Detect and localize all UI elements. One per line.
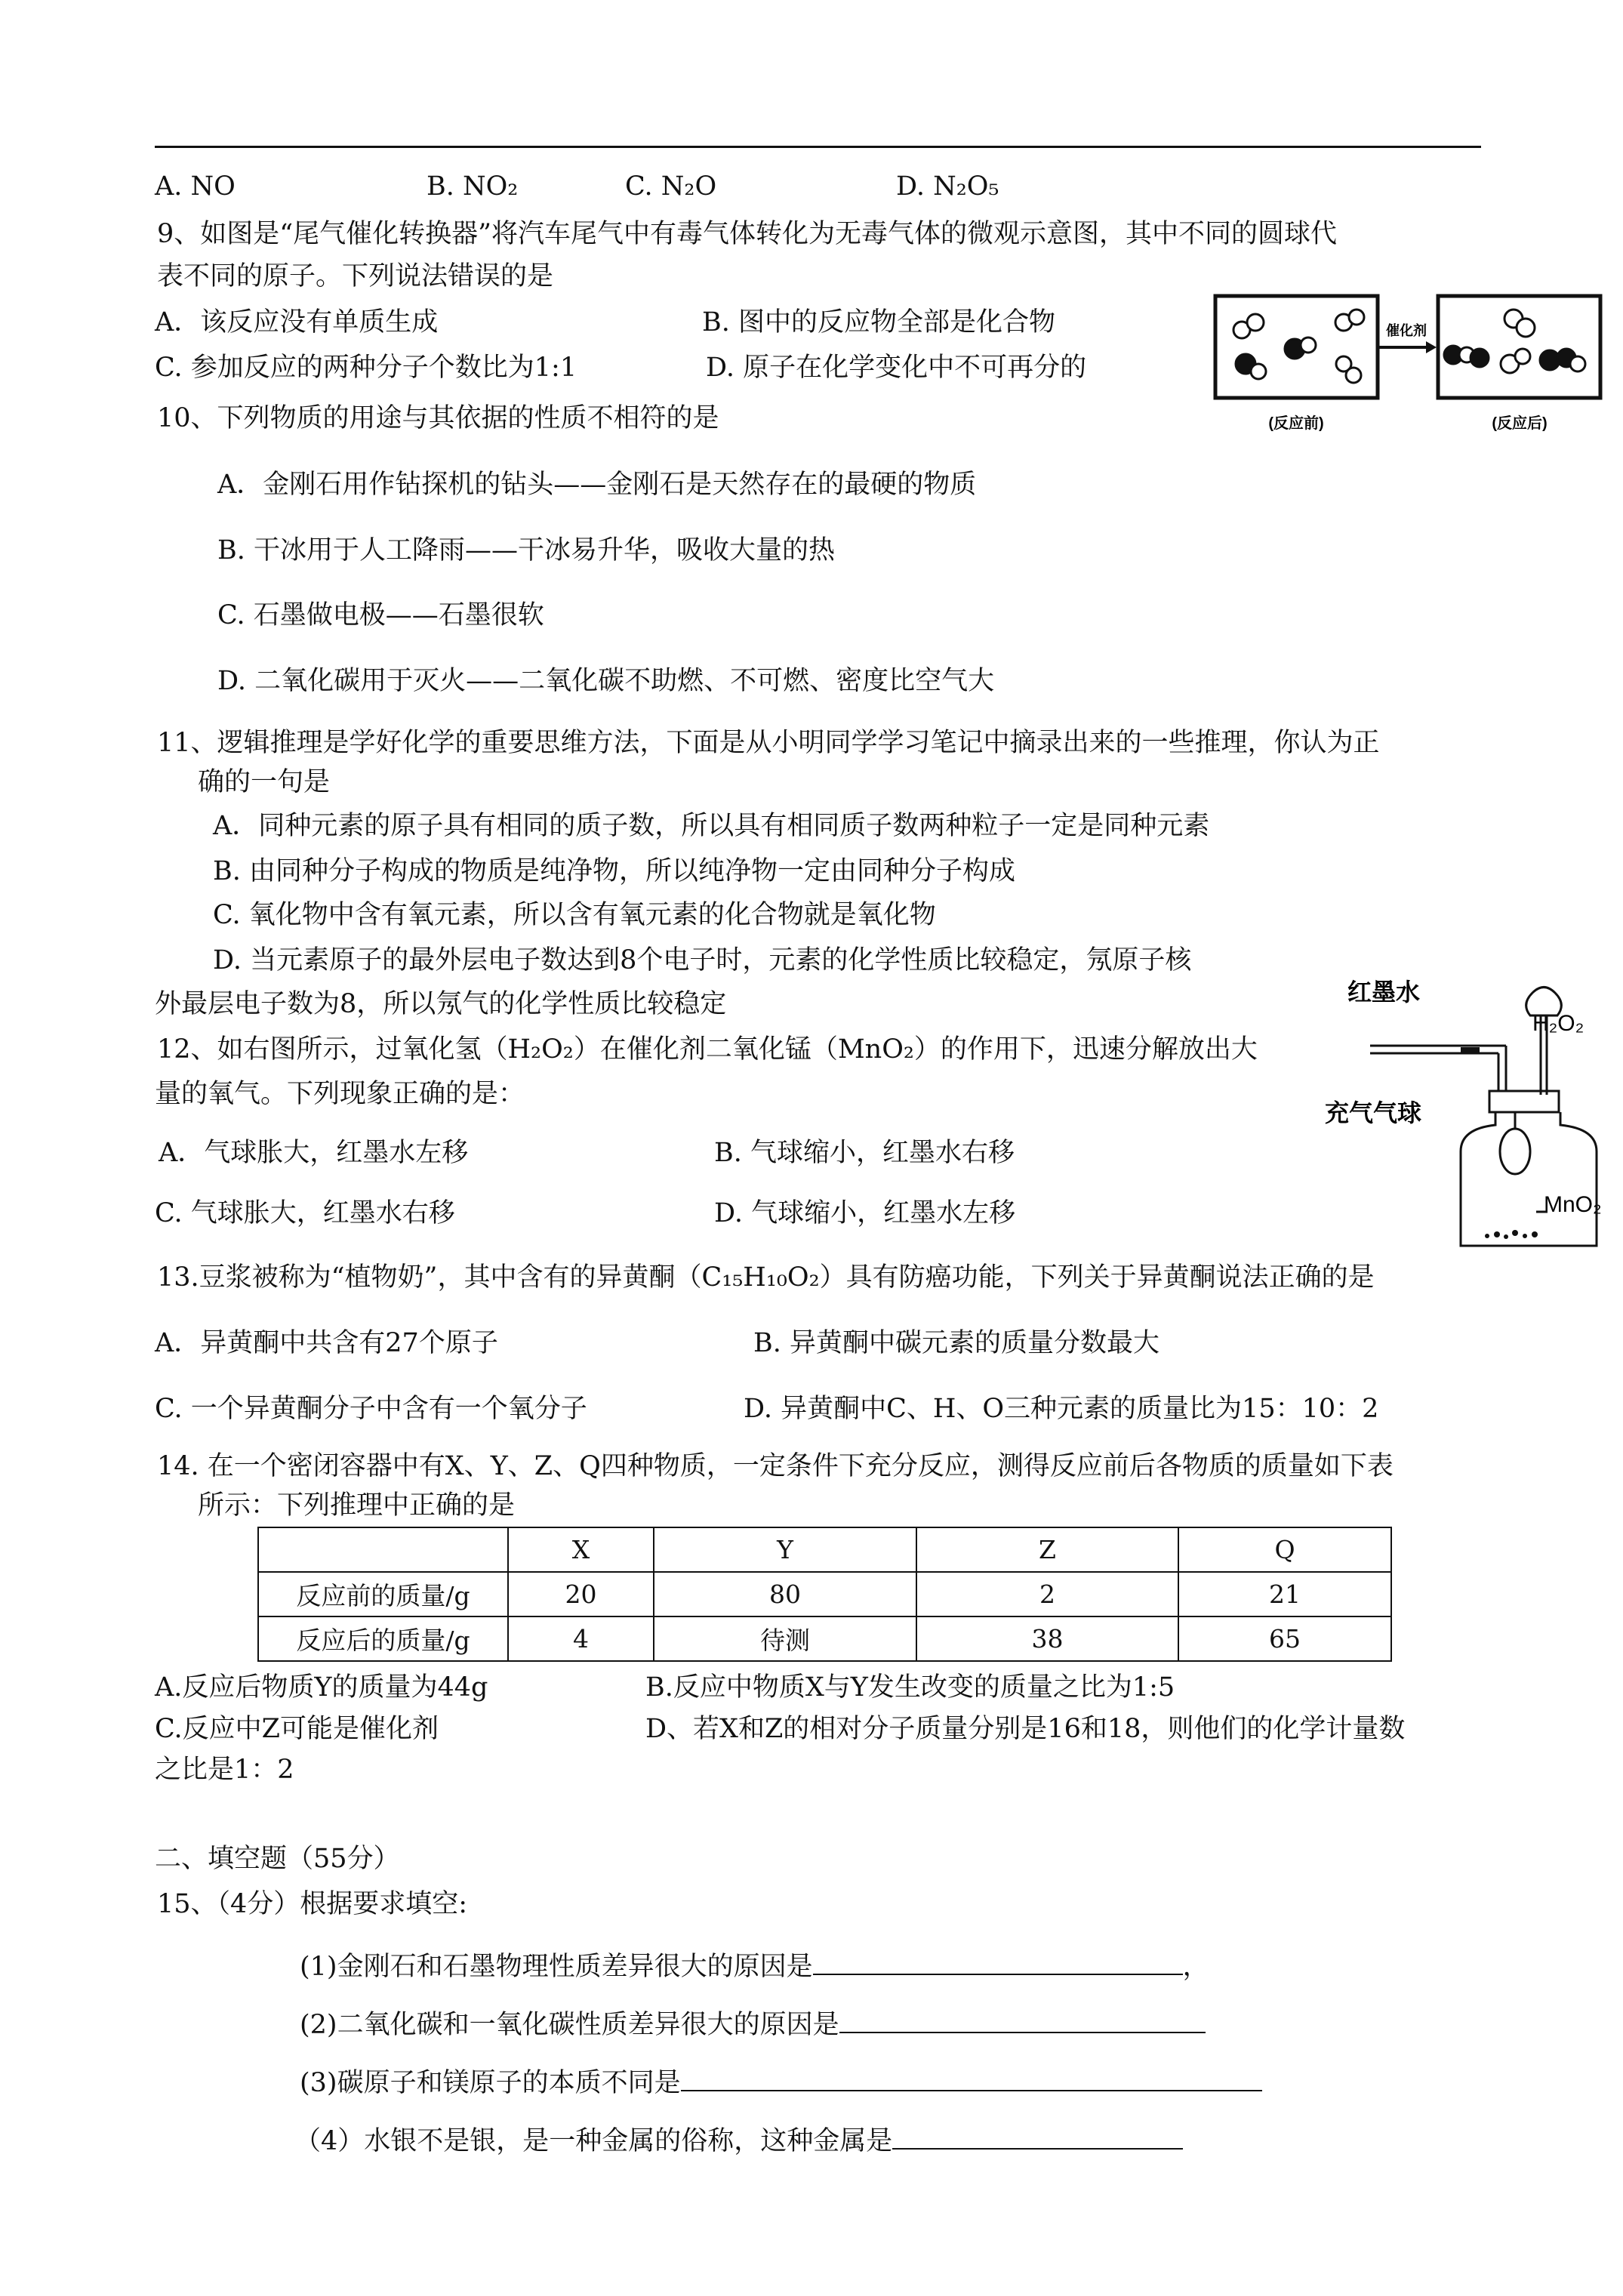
q11-option-b: B. 由同种分子构成的物质是纯净物，所以纯净物一定由同种分子构成 (213, 856, 1015, 886)
table-header-row (258, 1527, 1391, 1572)
q11-option-c: C. 氧化物中含有氧元素，所以含有氧元素的化合物就是氧化物 (213, 900, 936, 930)
q15-part3-blank[interactable] (681, 2064, 1262, 2091)
q15-part1-end: ， (1182, 1952, 1209, 1982)
q14-option-a: A.反应后物质Y的质量为44g (155, 1672, 488, 1703)
table-cell: 80 (654, 1572, 916, 1616)
q8-option-b: B. NO₂ (427, 171, 519, 202)
table-row (258, 1572, 1391, 1616)
q10-option-b: B. 干冰用于人工降雨——干冰易升华，吸收大量的热 (217, 535, 835, 566)
q15-part4-text: （4）水银不是银，是一种金属的俗称，这种金属是 (294, 2126, 893, 2156)
q14-option-c: C.反应中Z可能是催化剂 (155, 1714, 439, 1744)
q10-option-a: A．金刚石用作钻探机的钻头——金刚石是天然存在的最硬的物质 (217, 470, 977, 500)
ink-drop (1461, 1047, 1480, 1052)
table-cell: 待测 (654, 1616, 916, 1661)
table-cell: 38 (916, 1616, 1178, 1661)
q15-part1-text: (1)金刚石和石墨物理性质差异很大的原因是 (300, 1952, 813, 1982)
q10-option-d: D. 二氧化碳用于灭火——二氧化碳不助燃、不可燃、密度比空气大 (217, 666, 995, 696)
q12-apparatus-diagram (1317, 963, 1623, 1250)
table-cell: 65 (1178, 1616, 1391, 1661)
q9-option-c: C. 参加反应的两种分子个数比为1:1 (155, 353, 577, 383)
q12-option-d: D. 气球缩小，红墨水左移 (714, 1198, 1016, 1228)
q9-stem-line1: 9、如图是“尾气催化转换器”将汽车尾气中有毒气体转化为无毒气体的微观示意图，其中不同的圆球代 (157, 219, 1338, 249)
before-molecules (1233, 310, 1364, 383)
q9-option-b: B. 图中的反应物全部是化合物 (702, 307, 1055, 337)
before-label: (反应前) (1268, 415, 1324, 432)
q14-stem-line1: 14. 在一个密闭容器中有X、Y、Z、Q四种物质，一定条件下充分反应，测得反应前后各物质的质量如下表 (157, 1451, 1394, 1481)
q10-stem: 10、下列物质的用途与其依据的性质不相符的是 (157, 403, 719, 433)
q12-option-c: C. 气球胀大，红墨水右移 (155, 1198, 455, 1228)
after-label: (反应后) (1492, 415, 1548, 432)
q15-part4-blank[interactable] (892, 2122, 1183, 2150)
q13-option-d: D. 异黄酮中C、H、O三种元素的质量比为15：10：2 (744, 1394, 1379, 1424)
q10-option-c: C. 石墨做电极——石墨很软 (217, 600, 544, 630)
q9-option-a: A．该反应没有单质生成 (155, 307, 439, 337)
table-header-cell: X (508, 1527, 654, 1572)
mno2-label: MnO₂ (1544, 1192, 1602, 1217)
q12-stem-line1: 12、如右图所示，过氧化氢（H₂O₂）在催化剂二氧化锰（MnO₂）的作用下，迅速分解放出大 (157, 1034, 1258, 1065)
q9-stem-line2: 表不同的原子。下列说法错误的是 (157, 261, 554, 291)
table-cell: 2 (916, 1572, 1178, 1616)
q15-part4 (294, 2122, 1183, 2158)
q15-part3-text: (3)碳原子和镁原子的本质不同是 (300, 2068, 681, 2098)
table-header-cell (258, 1527, 508, 1572)
q11-option-d-line1: D. 当元素原子的最外层电子数达到8个电子时，元素的化学性质比较稳定，氖原子核 (213, 945, 1192, 975)
table-header-cell: Q (1178, 1527, 1391, 1572)
q13-option-b: B. 异黄酮中碳元素的质量分数最大 (753, 1328, 1160, 1358)
q15-stem: 15、（4分）根据要求填空: (157, 1889, 468, 1919)
table-cell: 反应前的质量/g (258, 1572, 508, 1616)
catalyst-label: 催化剂 (1386, 323, 1427, 338)
table-header-cell: Y (654, 1527, 916, 1572)
q14-option-d-line2: 之比是1：2 (155, 1755, 294, 1785)
balloon-label: 充气气球 (1325, 1099, 1422, 1127)
q12-stem-line2: 量的氧气。下列现象正确的是： (155, 1079, 525, 1109)
table-row (258, 1616, 1391, 1661)
table-cell: 4 (508, 1616, 654, 1661)
q12-option-b: B. 气球缩小，红墨水右移 (714, 1138, 1015, 1168)
table-cell: 21 (1178, 1572, 1391, 1616)
q15-part2 (300, 2006, 1206, 2042)
q9-reaction-diagram (1212, 288, 1604, 447)
q15-part2-text: (2)二氧化碳和一氧化碳性质差异很大的原因是 (300, 2010, 839, 2040)
h2o2-label: H₂O₂ (1532, 1011, 1585, 1036)
q13-stem: 13.豆浆被称为“植物奶”，其中含有的异黄酮（C₁₅H₁₀O₂）具有防癌功能，下列关于异黄酮说法正确的是 (157, 1262, 1375, 1293)
q9-option-d: D. 原子在化学变化中不可再分的 (706, 353, 1087, 383)
q15-part1 (300, 1948, 1209, 1983)
q11-option-a: A．同种元素的原子具有相同的质子数，所以具有相同质子数两种粒子一定是同种元素 (213, 811, 1210, 841)
q14-option-b: B.反应中物质X与Y发生改变的质量之比为1:5 (645, 1672, 1175, 1703)
q8-option-d: D. N₂O₅ (896, 171, 999, 202)
q14-mass-table (257, 1527, 1392, 1662)
red-ink-label: 红墨水 (1347, 978, 1421, 1006)
mno2-powder (1485, 1230, 1538, 1239)
q14-stem-line2: 所示：下列推理中正确的是 (198, 1490, 516, 1521)
header-rule (155, 146, 1481, 148)
section-title: 二、填空题（55分） (155, 1844, 400, 1874)
q15-part2-blank[interactable] (839, 2006, 1206, 2033)
q11-stem-line1: 11、逻辑推理是学好化学的重要思维方法，下面是从小明同学学习笔记中摘录出来的一些推理，你认为正 (157, 728, 1380, 758)
q11-option-d-line2: 外最层电子数为8，所以氖气的化学性质比较稳定 (155, 989, 727, 1019)
q12-option-a: A．气球胀大，红墨水左移 (159, 1138, 469, 1168)
q15-part3 (300, 2064, 1262, 2100)
table-header-cell: Z (916, 1527, 1178, 1572)
q13-option-c: C. 一个异黄酮分子中含有一个氧分子 (155, 1394, 587, 1424)
arrow-head (1426, 341, 1437, 353)
table-cell: 20 (508, 1572, 654, 1616)
q8-option-c: C. N₂O (625, 171, 717, 202)
q13-option-a: A．异黄酮中共含有27个原子 (155, 1328, 498, 1358)
table-cell: 反应后的质量/g (258, 1616, 508, 1661)
q15-part1-blank[interactable] (813, 1948, 1183, 1975)
q8-option-a: A. NO (155, 171, 236, 202)
q14-option-d-line1: D、若X和Z的相对分子质量分别是16和18，则他们的化学计量数 (645, 1714, 1406, 1744)
q11-stem-line2: 确的一句是 (198, 767, 331, 797)
after-molecules (1444, 310, 1585, 373)
